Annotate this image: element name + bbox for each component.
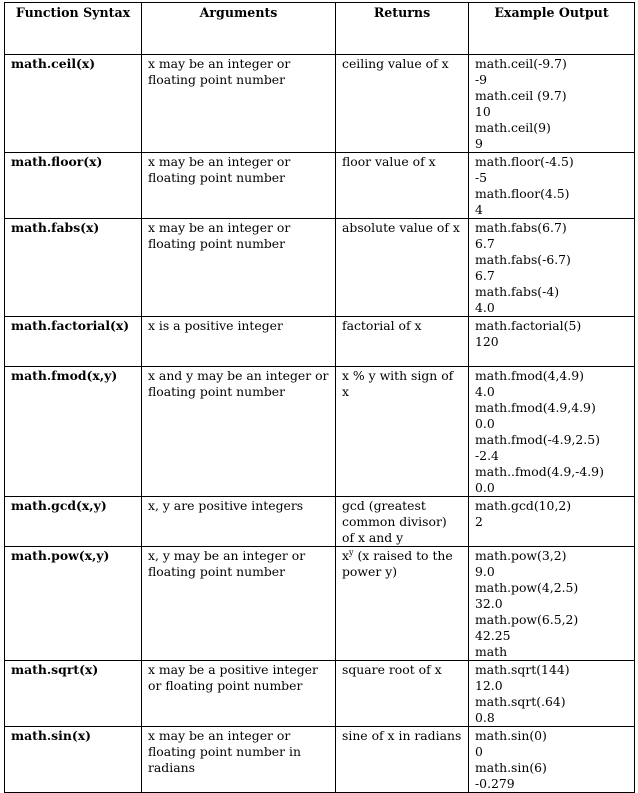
arguments-cell: x, y are positive integers (142, 497, 336, 547)
header-example-output: Example Output (469, 3, 635, 55)
example-output-cell (469, 727, 635, 793)
arguments-cell: x may be an integer or floating point number (142, 153, 336, 219)
header-function-syntax: Function Syntax (5, 3, 142, 55)
function-syntax-cell: math.gcd(x,y) (5, 497, 142, 547)
example-line: math.fmod(-4.9,2.5) (475, 432, 600, 447)
example-line: 42.25 (475, 628, 511, 643)
arguments-cell: x may be an integer or floating point number (142, 55, 336, 153)
table-row (5, 153, 635, 219)
header-returns: Returns (336, 3, 469, 55)
example-line: -9 (475, 72, 488, 87)
returns-cell: factorial of x (336, 317, 469, 367)
example-line: -0.279 (475, 776, 515, 791)
example-line: math.floor(4.5) (475, 186, 570, 201)
example-line: 2 (475, 514, 483, 529)
example-output-cell (469, 317, 635, 367)
example-line: 10 (475, 104, 491, 119)
arguments-cell: x, y may be an integer or floating point number (142, 547, 336, 661)
example-line: math.fabs(-4) (475, 284, 560, 299)
example-line: math (475, 644, 508, 659)
table-row (5, 497, 635, 547)
example-line: math.fmod(4,4.9) (475, 368, 584, 383)
example-line: 12.0 (475, 678, 503, 693)
example-line: math.pow(3,2) (475, 548, 567, 563)
arguments-cell: x is a positive integer (142, 317, 336, 367)
example-line: math..fmod(4.9,-4.9) (475, 464, 604, 479)
table-row (5, 219, 635, 317)
example-line: math.sqrt(.64) (475, 694, 566, 709)
table-row (5, 317, 635, 367)
example-line: math.fmod(4.9,4.9) (475, 400, 596, 415)
header-row (5, 3, 635, 55)
example-line: 4 (475, 202, 483, 217)
arguments-cell: x and y may be an integer or floating point number (142, 367, 336, 497)
table-row (5, 367, 635, 497)
returns-cell: square root of x (336, 661, 469, 727)
example-line: 0.0 (475, 480, 495, 495)
example-line: 0.8 (475, 710, 495, 725)
example-line: math.sin(6) (475, 760, 547, 775)
example-line: math.fabs(6.7) (475, 220, 567, 235)
returns-cell: ceiling value of x (336, 55, 469, 153)
example-line: 9 (475, 136, 483, 151)
example-line: 0 (475, 744, 483, 759)
function-syntax-cell: math.sin(x) (5, 727, 142, 793)
example-line: -5 (475, 170, 488, 185)
function-syntax-cell: math.floor(x) (5, 153, 142, 219)
example-line: math.fabs(-6.7) (475, 252, 571, 267)
example-line: 6.7 (475, 236, 495, 251)
example-line: math.ceil (9.7) (475, 88, 567, 103)
example-line: 9.0 (475, 564, 495, 579)
math-functions-table (4, 2, 635, 793)
example-line: 32.0 (475, 596, 503, 611)
example-line: math.ceil(-9.7) (475, 56, 567, 71)
example-line: 6.7 (475, 268, 495, 283)
example-output-cell (469, 497, 635, 547)
arguments-cell: x may be an integer or floating point number (142, 219, 336, 317)
example-line: 4.0 (475, 300, 495, 315)
table-row (5, 727, 635, 793)
example-output-cell (469, 661, 635, 727)
table-row (5, 661, 635, 727)
table-row (5, 547, 635, 661)
example-line: math.factorial(5) (475, 318, 582, 333)
function-syntax-cell: math.ceil(x) (5, 55, 142, 153)
returns-cell: x % y with sign of x (336, 367, 469, 497)
arguments-cell: x may be an integer or floating point number in radians (142, 727, 336, 793)
example-output-cell (469, 153, 635, 219)
returns-rest: (x raised to the power y) (342, 548, 453, 579)
function-syntax-cell: math.pow(x,y) (5, 547, 142, 661)
returns-base: x (342, 548, 349, 563)
header-arguments: Arguments (142, 3, 336, 55)
example-line: math.pow(4,2.5) (475, 580, 579, 595)
example-output-cell (469, 367, 635, 497)
returns-superscript: y (349, 547, 354, 557)
table-row (5, 55, 635, 153)
example-line: -2.4 (475, 448, 499, 463)
function-syntax-cell: math.fabs(x) (5, 219, 142, 317)
example-output-cell (469, 219, 635, 317)
returns-cell (336, 547, 469, 661)
example-line: math.pow(6.5,2) (475, 612, 579, 627)
example-output-cell (469, 547, 635, 661)
returns-cell: gcd (greatest common divisor) of x and y (336, 497, 469, 547)
example-line: math.sin(0) (475, 728, 547, 743)
example-line: 4.0 (475, 384, 495, 399)
example-line: math.ceil(9) (475, 120, 551, 135)
function-syntax-cell: math.fmod(x,y) (5, 367, 142, 497)
example-line: math.floor(-4.5) (475, 154, 574, 169)
returns-cell: floor value of x (336, 153, 469, 219)
example-line: 0.0 (475, 416, 495, 431)
example-line: math.gcd(10,2) (475, 498, 572, 513)
returns-cell: absolute value of x (336, 219, 469, 317)
function-syntax-cell: math.sqrt(x) (5, 661, 142, 727)
example-output-cell (469, 55, 635, 153)
example-line: math.sqrt(144) (475, 662, 570, 677)
returns-cell: sine of x in radians (336, 727, 469, 793)
arguments-cell: x may be a positive integer or floating point number (142, 661, 336, 727)
example-line: 120 (475, 334, 499, 349)
function-syntax-cell: math.factorial(x) (5, 317, 142, 367)
